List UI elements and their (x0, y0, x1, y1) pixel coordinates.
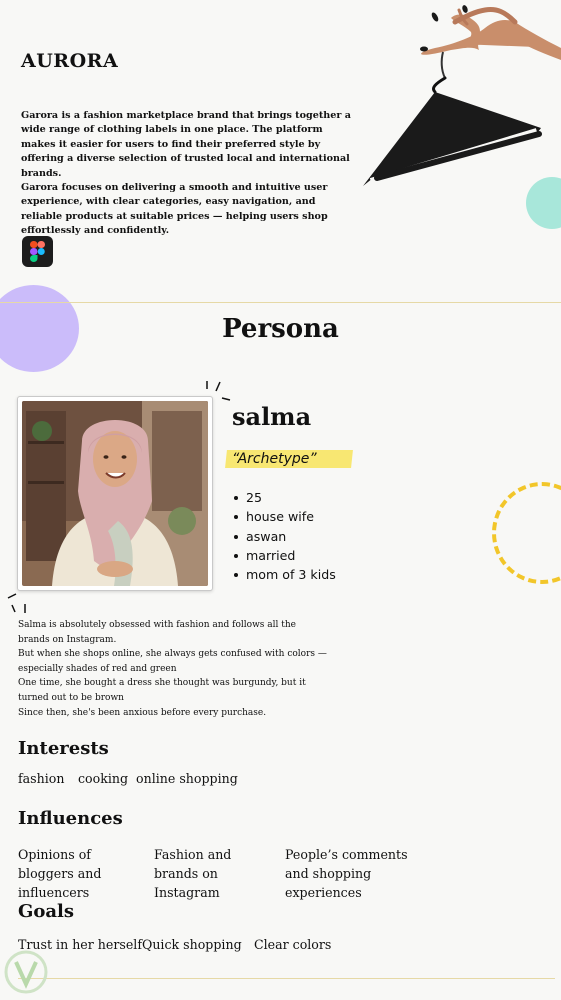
persona-name: salma (232, 402, 312, 431)
story-line: But when she shops online, she always gets confused with colors — especially shades of red and green (18, 649, 327, 674)
goal-item: Clear colors (254, 937, 332, 952)
interest-item: cooking (78, 771, 129, 786)
sparkle-icon (6, 593, 30, 615)
archetype-highlight (225, 450, 353, 468)
section-divider (0, 302, 561, 303)
persona-heading: Persona (222, 314, 339, 344)
brand-description-paragraph: Garora is a fashion marketplace brand that brings together a wide range of clothing labels in one place. The platform makes it easier for users to find their preferred style by offering a diverse selection of trusted local and international brands. (21, 110, 351, 179)
watermark-logo (1, 948, 51, 996)
goal-item: Quick shopping (142, 937, 242, 952)
figma-icon[interactable] (22, 236, 53, 267)
brand-description-paragraph: Garora focuses on delivering a smooth and intuitive user experience, with clear categories, easy navigation, and reliable products at suitable prices — helping users shop effortlessly and confidently. (21, 182, 328, 237)
persona-photo (22, 401, 208, 586)
persona-story (18, 618, 328, 720)
influence-item: Opinions of bloggers and influencers (18, 847, 102, 900)
story-line: Salma is absolutely obsessed with fashion and follows all the brands on Instagram. (18, 620, 296, 645)
persona-photo-frame (17, 396, 213, 591)
list-item: house wife (232, 507, 336, 526)
interest-item: fashion (18, 771, 65, 786)
brand-title: AURORA (21, 50, 119, 72)
influence-item: People’s comments and shopping experiences (285, 847, 408, 900)
persona-facts-list (232, 488, 336, 584)
hand-with-hanger-illustration (355, 0, 561, 200)
list-item: mom of 3 kids (232, 565, 336, 584)
interests-title: Interests (18, 738, 109, 759)
archetype-label: “Archetype” (232, 451, 317, 467)
interest-item: online shopping (136, 771, 238, 786)
list-item: aswan (232, 527, 336, 546)
goals-title: Goals (18, 901, 75, 922)
decorative-dashed-circle (492, 482, 561, 584)
section-divider (18, 978, 555, 979)
list-item: 25 (232, 488, 336, 507)
story-line: One time, she bought a dress she thought was burgundy, but it turned out to be brown (18, 678, 306, 703)
story-line: Since then, she's been anxious before every purchase. (18, 707, 267, 718)
list-item: married (232, 546, 336, 565)
influences-title: Influences (18, 808, 123, 829)
influence-item: Fashion and brands on Instagram (154, 847, 232, 900)
goal-item: Trust in her herself (18, 937, 142, 952)
brand-description (21, 109, 351, 239)
